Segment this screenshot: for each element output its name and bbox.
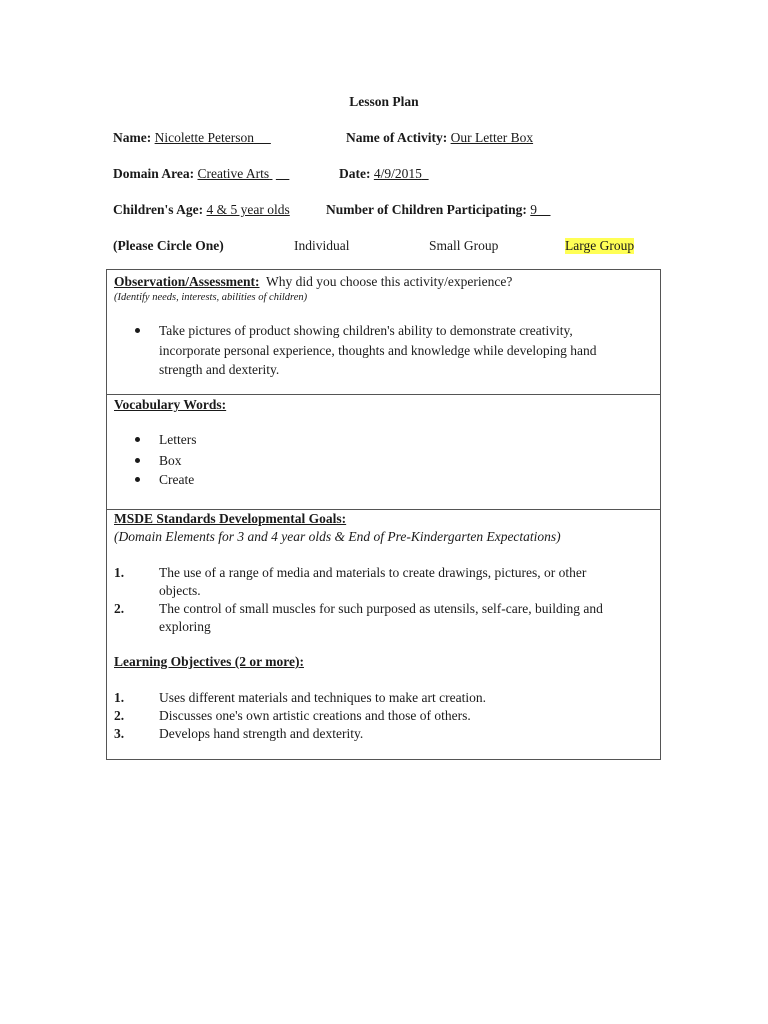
domain-label: Domain Area: — [113, 166, 195, 181]
observation-hint: (Identify needs, interests, abilities of children) — [114, 292, 308, 303]
bullet-dot-icon — [135, 477, 140, 482]
date-label: Date: — [339, 166, 371, 181]
age-label: Children's Age: — [113, 202, 204, 217]
group-row — [113, 238, 673, 258]
vocabulary-heading-line — [114, 397, 226, 413]
goal-line: objects. — [159, 583, 201, 598]
standards-hint: (Domain Elements for 3 and 4 year olds & End of Pre-Kindergarten Expectations) — [114, 529, 561, 544]
goal-line: The control of small muscles for such purposed as utensils, self-care, building and — [159, 601, 603, 616]
date-field — [339, 166, 429, 182]
domain-row — [113, 166, 673, 186]
objective-item — [107, 707, 660, 725]
observation-heading: Observation/Assessment: — [114, 274, 260, 289]
objectives-list — [107, 689, 660, 743]
lesson-table — [106, 269, 661, 760]
observation-bullet — [107, 321, 660, 380]
vocabulary-section — [107, 395, 660, 510]
activity-label: Name of Activity: — [346, 130, 448, 145]
name-value: Nicolette Peterson — [154, 130, 254, 145]
activity-field — [346, 130, 533, 146]
name-label: Name: — [113, 130, 152, 145]
goal-item — [107, 600, 660, 636]
age-row — [113, 202, 673, 222]
participants-field — [326, 202, 551, 218]
observation-line-2: incorporate personal experience, thoughts and knowledge while developing hand — [159, 342, 597, 358]
standards-heading: MSDE Standards Developmental Goals: — [114, 511, 347, 526]
circle-label: (Please Circle One) — [113, 238, 224, 253]
objective-item — [107, 689, 660, 707]
date-value: 4/9/2015 — [373, 166, 422, 181]
standards-heading-line — [114, 511, 346, 527]
goal-number: 2. — [114, 601, 125, 616]
observation-line-1: Take pictures of product showing children's ability to demonstrate creativity, — [159, 323, 573, 338]
domain-value: Creative Arts — [197, 166, 270, 181]
age-field — [113, 202, 290, 218]
group-option-large-selected: Large Group — [565, 238, 635, 253]
age-value: 4 & 5 year olds — [206, 202, 290, 217]
observation-question: Why did you choose this activity/experience? — [266, 274, 513, 289]
objective-item — [107, 725, 660, 743]
name-row — [113, 130, 673, 150]
objective-text: Develops hand strength and dexterity. — [159, 726, 364, 741]
bullet-dot-icon — [135, 458, 140, 463]
observation-bullets — [107, 321, 660, 380]
observation-heading-line — [114, 274, 512, 290]
vocabulary-word: Letters — [159, 432, 197, 447]
goal-item — [107, 564, 660, 600]
objective-text: Discusses one's own artistic creations and those of others. — [159, 708, 471, 723]
domain-field — [113, 166, 289, 182]
objectives-heading: Learning Objectives (2 or more): — [114, 654, 304, 669]
vocabulary-item — [107, 451, 660, 471]
observation-line-3: strength and dexterity. — [159, 362, 280, 377]
goal-line: exploring — [159, 619, 211, 634]
vocabulary-item — [107, 470, 660, 490]
vocabulary-word: Box — [159, 452, 182, 468]
objective-text: Uses different materials and techniques to make art creation. — [159, 690, 486, 705]
objective-number: 2. — [114, 708, 125, 723]
group-option-individual: Individual — [294, 238, 350, 253]
standards-section — [107, 510, 660, 759]
bullet-dot-icon — [135, 437, 140, 442]
participants-value: 9 — [530, 202, 537, 217]
name-field — [113, 130, 271, 146]
goal-number: 1. — [114, 565, 125, 580]
page-title: Lesson Plan — [349, 94, 419, 109]
goal-line: The use of a range of media and materials to create drawings, pictures, or other — [159, 565, 587, 580]
objective-number: 3. — [114, 726, 125, 741]
observation-section — [107, 270, 660, 395]
vocabulary-word: Create — [159, 472, 195, 487]
activity-value: Our Letter Box — [450, 130, 534, 145]
objective-number: 1. — [114, 690, 125, 705]
vocabulary-heading: Vocabulary Words: — [114, 397, 227, 412]
vocabulary-item — [107, 430, 660, 450]
goals-list — [107, 564, 660, 636]
participants-label: Number of Children Participating: — [326, 202, 527, 217]
vocabulary-list — [107, 430, 660, 490]
bullet-dot-icon — [135, 328, 140, 333]
group-option-small: Small Group — [429, 238, 499, 253]
